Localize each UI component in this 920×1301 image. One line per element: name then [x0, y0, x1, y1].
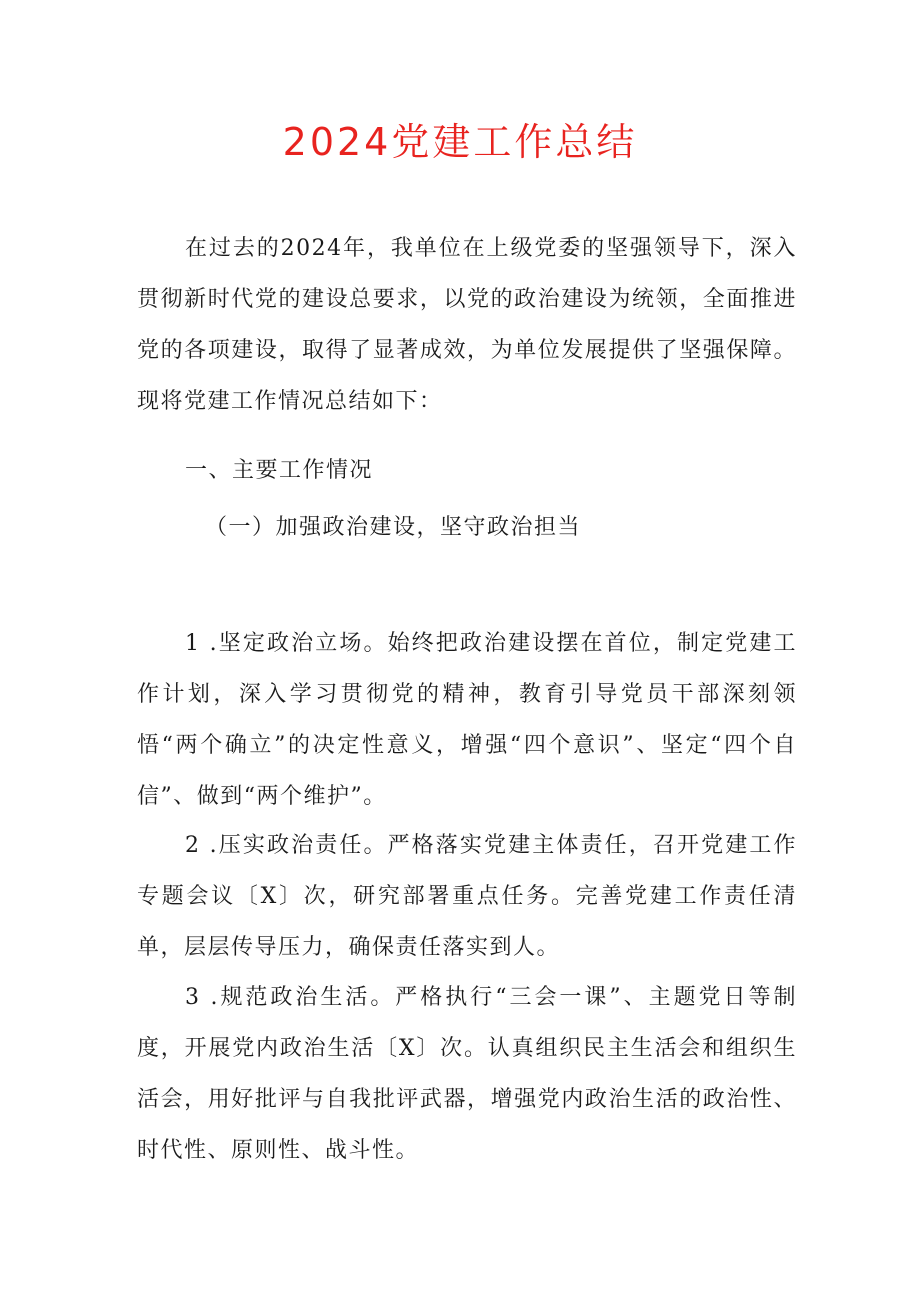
item-paragraph-2: 2 .压实政治责任。严格落实党建主体责任，召开党建工作专题会议〔X〕次，研究部署重点任务。完善党建工作责任清单，层层传导压力，确保责任落实到人。 [137, 833, 797, 960]
section-heading: 一、主要工作情况 [185, 458, 374, 483]
item-paragraph-1: 1 .坚定政治立场。始终把政治建设摆在首位，制定党建工作计划，深入学习贯彻党的精神，教育引导党员干部深刻领悟“两个确立”的决定性意义，增强“四个意识”、坚定“四个自信”、做到“两个维护”。 [137, 631, 797, 809]
document-title: 2024党建工作总结 [282, 120, 638, 164]
subsection-heading: （一）加强政治建设，坚守政治担当 [205, 515, 582, 540]
item-paragraph-3: 3 .规范政治生活。严格执行“三会一课”、主题党日等制度，开展党内政治生活〔X〕次。认真组织民主生活会和组织生活会，用好批评与自我批评武器，增强党内政治生活的政治性、时代性、原则性、战斗性。 [137, 985, 797, 1163]
intro-paragraph: 在过去的2024年，我单位在上级党委的坚强领导下，深入贯彻新时代党的建设总要求，以党的政治建设为统领，全面推进党的各项建设，取得了显著成效，为单位发展提供了坚强保障。现将党建工作情况总结如下： [137, 236, 797, 414]
